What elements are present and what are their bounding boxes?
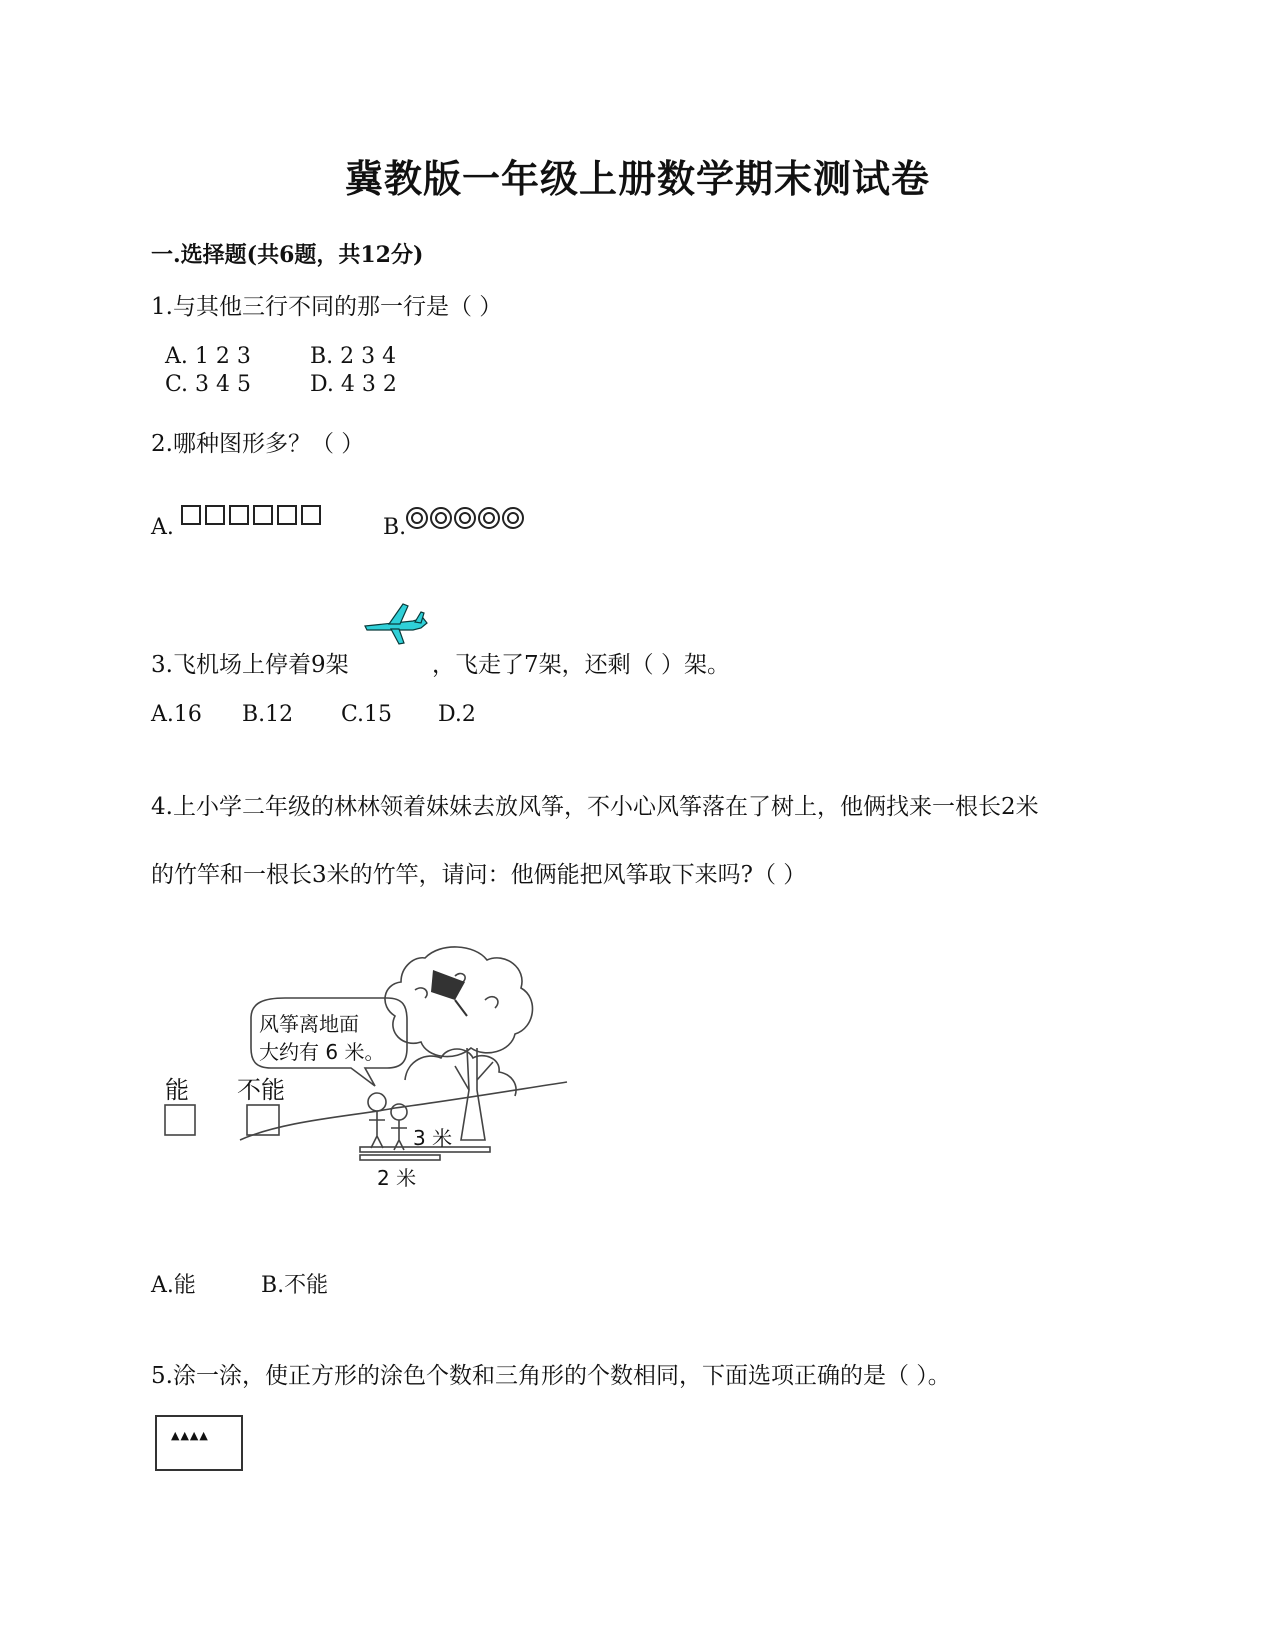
pole-2m-label: 2 米 (377, 1166, 417, 1190)
triangles-box (155, 1415, 243, 1471)
question-4-option-b: B.不能 (261, 1273, 329, 1298)
circle-shape (479, 508, 499, 528)
pole-3m-label: 3 米 (413, 1126, 453, 1150)
square-shape (206, 506, 224, 524)
question-2-option-a: A. (151, 515, 174, 540)
square-shape (254, 506, 272, 524)
question-3-option-b: B.12 (242, 702, 294, 727)
question-1-option-b: B. 2 3 4 (310, 344, 397, 369)
circle-shape (407, 508, 427, 528)
speech-bubble-line-1: 风筝离地面 (259, 1012, 359, 1036)
squares-figure (180, 504, 330, 528)
question-3-option-d: D.2 (438, 702, 476, 727)
question-4-line-1: 4.上小学二年级的林林领着妹妹去放风筝，不小心风筝落在了树上，他俩找来一根长2米 (151, 794, 1039, 820)
circle-shape (455, 508, 475, 528)
page-title: 冀教版一年级上册数学期末测试卷 (344, 157, 930, 201)
square-shape (278, 506, 296, 524)
section-heading: 一.选择题(共6题，共12分) (151, 242, 424, 268)
kite-icon (431, 970, 467, 1016)
question-3-option-a: A.16 (151, 702, 202, 727)
airplane-icon (363, 602, 429, 646)
question-1-option-c: C. 3 4 5 (165, 372, 252, 397)
label-can: 能 (165, 1076, 189, 1104)
question-1-stem: 1.与其他三行不同的那一行是（ ） (151, 294, 503, 320)
question-3-stem-before: 3.飞机场上停着9架 (151, 652, 349, 678)
kite-tree-drawing (155, 940, 575, 1200)
square-shape (230, 506, 248, 524)
speech-bubble-line-2: 大约有 6 米。 (259, 1040, 385, 1064)
question-2-stem: 2.哪种图形多？（ ） (151, 431, 365, 457)
circles-figure (405, 506, 530, 530)
question-1-option-a: A. 1 2 3 (165, 344, 251, 369)
label-cannot: 不能 (237, 1076, 285, 1104)
kite-tree-figure (155, 940, 575, 1200)
circle-shape (431, 508, 451, 528)
question-1-option-d: D. 4 3 2 (310, 372, 397, 397)
square-shape (302, 506, 320, 524)
question-3-option-c: C.15 (341, 702, 393, 727)
question-4-option-a: A.能 (151, 1273, 196, 1298)
question-3-stem-after: ，飞走了7架，还剩（ ）架。 (432, 652, 730, 678)
square-shape (182, 506, 200, 524)
question-4-line-2: 的竹竿和一根长3米的竹竿，请问：他俩能把风筝取下来吗?（ ） (151, 862, 807, 888)
question-2-option-b: B. (383, 515, 407, 540)
question-5-stem: 5.涂一涂，使正方形的涂色个数和三角形的个数相同，下面选项正确的是（ ）。 (151, 1363, 951, 1389)
triangles-row: ▲▲▲▲ (171, 1429, 209, 1442)
circle-shape (503, 508, 523, 528)
